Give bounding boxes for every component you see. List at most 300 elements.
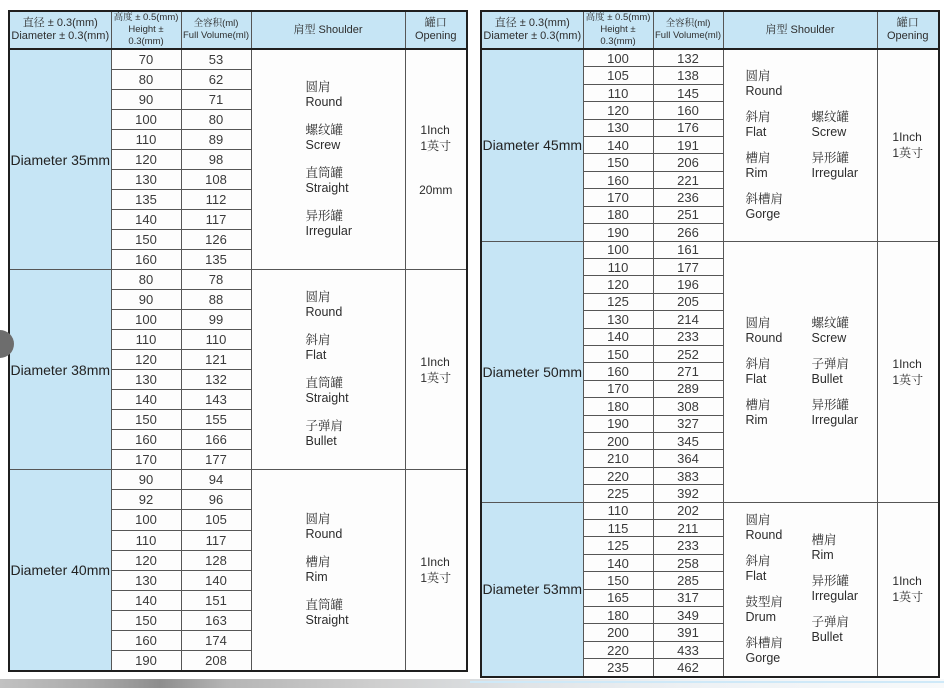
shoulder-type [746, 398, 771, 428]
shoulder-type [746, 151, 771, 181]
height-value: 140 [111, 390, 181, 410]
table-body-right [481, 49, 939, 677]
height-value: 140 [111, 210, 181, 230]
height-value: 120 [111, 550, 181, 570]
volume-value: 271 [653, 363, 723, 380]
shoulder-column [306, 290, 349, 449]
volume-value: 163 [181, 610, 251, 630]
height-value: 130 [111, 570, 181, 590]
height-value: 110 [583, 258, 653, 275]
height-value: 225 [583, 485, 653, 502]
height-value: 210 [583, 450, 653, 467]
height-value: 105 [583, 67, 653, 84]
col-header-shoulder [251, 11, 405, 49]
shoulder-type [812, 574, 859, 604]
volume-value: 177 [653, 258, 723, 275]
opening-line: 1英寸 [420, 571, 452, 586]
shoulder-type-zh: 子弹肩 [811, 356, 850, 371]
volume-value: 166 [181, 430, 251, 450]
opening-cell [405, 270, 467, 470]
height-value: 170 [583, 380, 653, 397]
volume-header-zh: 全容积(ml) [665, 18, 711, 29]
height-value: 180 [583, 607, 653, 624]
shoulder-type-zh: 直筒罐 [305, 376, 344, 391]
col-header-diameter [481, 11, 583, 49]
height-value: 100 [583, 241, 653, 258]
spec-table-left [8, 10, 466, 672]
opening-line: 20mm [419, 182, 453, 197]
shoulder-column [812, 533, 878, 645]
shoulder-list [724, 50, 877, 241]
shoulder-type [812, 316, 850, 346]
volume-value: 99 [181, 310, 251, 330]
opening-cell [877, 49, 939, 241]
shoulder-type [306, 166, 349, 196]
opening-value [892, 356, 923, 388]
shoulder-type-en: Rim [811, 548, 834, 563]
table-row [481, 49, 939, 67]
shoulder-type-zh: 异形罐 [305, 209, 344, 224]
shoulder-type [746, 316, 783, 346]
shoulder-type-zh: 子弹肩 [305, 419, 344, 434]
height-value: 120 [111, 350, 181, 370]
volume-value: 433 [653, 641, 723, 658]
volume-value: 155 [181, 410, 251, 430]
shoulder-type [746, 69, 783, 99]
shoulder-type-en: Round [305, 305, 343, 320]
volume-value: 211 [653, 520, 723, 537]
volume-value: 392 [653, 485, 723, 502]
shoulder-type [306, 80, 343, 110]
height-value: 150 [583, 345, 653, 362]
col-header-opening [405, 11, 467, 49]
height-value: 140 [583, 328, 653, 345]
shoulder-column [746, 69, 812, 222]
opening-list [406, 50, 467, 269]
col-header-height [583, 11, 653, 49]
opening-value [420, 122, 451, 154]
diameter-header-en: Diameter ± 0.3(mm) [483, 30, 582, 42]
height-value: 190 [111, 650, 181, 671]
opening-list [878, 242, 939, 502]
table-row [481, 241, 939, 258]
shoulder-type [812, 110, 850, 140]
volume-value: 117 [181, 210, 251, 230]
volume-value: 112 [181, 190, 251, 210]
volume-value: 143 [181, 390, 251, 410]
height-value: 100 [111, 110, 181, 130]
volume-value: 161 [653, 241, 723, 258]
shoulder-type-en: Flat [745, 124, 767, 139]
opening-cell [405, 49, 467, 270]
opening-line: 1Inch [892, 130, 922, 145]
volume-value: 251 [653, 206, 723, 223]
diameter-label: Diameter 53mm [481, 502, 583, 677]
volume-value: 151 [181, 590, 251, 610]
shoulder-type-zh: 圆肩 [305, 80, 331, 95]
volume-value: 128 [181, 550, 251, 570]
shoulder-type [306, 419, 344, 449]
height-value: 220 [583, 467, 653, 484]
shoulder-type-en: Rim [745, 412, 768, 427]
volume-value: 236 [653, 189, 723, 206]
diameter-label: Diameter 35mm [9, 49, 111, 270]
shoulder-type-en: Bullet [811, 630, 843, 645]
shoulder-type-zh: 斜肩 [745, 553, 771, 568]
shoulder-type-en: Bullet [811, 371, 843, 386]
shoulder-type-zh: 螺纹罐 [811, 315, 850, 330]
volume-value: 391 [653, 624, 723, 641]
table-row [9, 470, 467, 490]
shoulder-type-en: Gorge [745, 206, 781, 221]
shoulder-cell [251, 470, 405, 671]
height-value: 92 [111, 490, 181, 510]
col-header-shoulder [723, 11, 877, 49]
shoulder-type-en: Irregular [811, 165, 859, 180]
shoulder-type-zh: 圆肩 [745, 68, 771, 83]
opening-header-zh: 罐口 [896, 17, 919, 29]
opening-cell [877, 502, 939, 677]
height-value: 160 [111, 630, 181, 650]
volume-value: 317 [653, 589, 723, 606]
col-header-diameter [9, 11, 111, 49]
height-value: 150 [111, 230, 181, 250]
height-value: 160 [583, 363, 653, 380]
opening-line: 1英寸 [892, 146, 924, 161]
shoulder-type [746, 554, 771, 584]
opening-cell [405, 470, 467, 671]
volume-value: 383 [653, 467, 723, 484]
height-value: 125 [583, 293, 653, 310]
height-value: 170 [111, 450, 181, 470]
volume-value: 145 [653, 84, 723, 101]
shoulder-type-en: Screw [811, 124, 847, 139]
height-value: 110 [583, 502, 653, 519]
shoulder-cell [723, 502, 877, 677]
volume-value: 345 [653, 432, 723, 449]
shoulder-type-en: Round [745, 527, 783, 542]
table-body-left [9, 49, 467, 671]
shoulder-type-en: Bullet [305, 434, 337, 449]
shoulder-cell [251, 49, 405, 270]
height-value: 160 [583, 171, 653, 188]
volume-value: 96 [181, 490, 251, 510]
shoulder-type [812, 533, 837, 563]
shoulder-column [306, 512, 349, 628]
height-value: 90 [111, 90, 181, 110]
volume-value: 327 [653, 415, 723, 432]
opening-header-en: Opening [414, 30, 457, 42]
height-value: 170 [583, 189, 653, 206]
shoulder-list [252, 270, 405, 469]
table-row [481, 502, 939, 519]
volume-value: 138 [653, 67, 723, 84]
shoulder-type-en: Round [305, 527, 343, 542]
shoulder-type-zh: 圆肩 [745, 512, 771, 527]
height-value: 160 [111, 250, 181, 270]
height-value: 135 [111, 190, 181, 210]
volume-value: 132 [653, 49, 723, 67]
opening-list [878, 503, 939, 676]
header-row [481, 11, 939, 49]
shoulder-type-zh: 异形罐 [811, 150, 850, 165]
height-value: 120 [583, 276, 653, 293]
opening-list [406, 470, 467, 670]
shoulder-type-zh: 斜槽肩 [745, 635, 784, 650]
height-value: 100 [111, 310, 181, 330]
height-value: 130 [583, 311, 653, 328]
shoulder-type [746, 192, 784, 222]
shoulder-type-en: Straight [305, 181, 349, 196]
shoulder-type-en: Round [745, 330, 783, 345]
volume-value: 71 [181, 90, 251, 110]
volume-header-en: Full Volume(ml) [183, 30, 249, 41]
volume-value: 110 [181, 330, 251, 350]
shoulder-type-zh: 鼓型肩 [745, 594, 784, 609]
volume-value: 191 [653, 137, 723, 154]
shoulder-type-zh: 子弹肩 [811, 615, 850, 630]
diameter-label: Diameter 45mm [481, 49, 583, 241]
height-value: 140 [111, 590, 181, 610]
volume-value: 462 [653, 659, 723, 677]
shoulder-header: 肩型 Shoulder [765, 23, 835, 36]
volume-value: 94 [181, 470, 251, 490]
shoulder-type-en: Round [305, 95, 343, 110]
col-header-volume [181, 11, 251, 49]
shoulder-type-en: Irregular [305, 224, 353, 239]
height-value: 150 [111, 410, 181, 430]
height-value: 200 [583, 432, 653, 449]
shoulder-type-zh: 槽肩 [745, 397, 771, 412]
height-header-en: Height ± 0.3(mm) [600, 24, 636, 47]
opening-line: 1Inch [420, 354, 450, 369]
shoulder-type-en: Straight [305, 613, 349, 628]
shoulder-type-en: Straight [305, 391, 349, 406]
shoulder-type [306, 123, 344, 153]
shoulder-type-en: Flat [305, 348, 327, 363]
height-value: 140 [583, 554, 653, 571]
height-header-zh: 高度 ± 0.5(mm) [113, 12, 179, 23]
volume-value: 176 [653, 119, 723, 136]
shoulder-type [306, 290, 343, 320]
diameter-label: Diameter 50mm [481, 241, 583, 502]
volume-value: 121 [181, 350, 251, 370]
height-value: 110 [583, 84, 653, 101]
shoulder-type-zh: 斜肩 [745, 109, 771, 124]
height-value: 80 [111, 270, 181, 290]
height-value: 120 [583, 102, 653, 119]
height-header-zh: 高度 ± 0.5(mm) [585, 12, 651, 23]
height-value: 235 [583, 659, 653, 677]
shoulder-type [306, 555, 331, 585]
volume-value: 177 [181, 450, 251, 470]
height-value: 90 [111, 290, 181, 310]
volume-value: 349 [653, 607, 723, 624]
shoulder-type [812, 357, 850, 387]
volume-value: 205 [653, 293, 723, 310]
opening-value [419, 182, 452, 198]
shoulder-type [306, 598, 349, 628]
height-value: 150 [583, 572, 653, 589]
shoulder-column [746, 316, 812, 428]
opening-line: 1Inch [420, 122, 450, 137]
shoulder-header: 肩型 Shoulder [293, 23, 363, 36]
col-header-opening [877, 11, 939, 49]
opening-line: 1英寸 [892, 372, 924, 387]
height-header-en: Height ± 0.3(mm) [128, 24, 164, 47]
volume-value: 105 [181, 510, 251, 530]
shoulder-type-zh: 异形罐 [811, 397, 850, 412]
height-value: 140 [583, 137, 653, 154]
height-value: 190 [583, 415, 653, 432]
shoulder-type [746, 110, 771, 140]
height-value: 165 [583, 589, 653, 606]
table-row [9, 270, 467, 290]
volume-value: 289 [653, 380, 723, 397]
volume-value: 98 [181, 150, 251, 170]
height-value: 70 [111, 49, 181, 70]
volume-value: 132 [181, 370, 251, 390]
volume-value: 202 [653, 502, 723, 519]
opening-value [420, 354, 451, 386]
height-value: 160 [111, 430, 181, 450]
volume-value: 252 [653, 345, 723, 362]
volume-value: 364 [653, 450, 723, 467]
volume-value: 160 [653, 102, 723, 119]
volume-value: 206 [653, 154, 723, 171]
shoulder-type [306, 333, 331, 363]
height-value: 200 [583, 624, 653, 641]
shoulder-type-zh: 槽肩 [305, 555, 331, 570]
shoulder-cell [251, 270, 405, 470]
height-value: 100 [111, 510, 181, 530]
shoulder-list [724, 242, 877, 502]
shoulder-type [812, 151, 859, 181]
shoulder-list [252, 470, 405, 670]
diameter-header-zh: 直径 ± 0.3(mm) [494, 17, 570, 29]
volume-value: 80 [181, 110, 251, 130]
shoulder-type-en: Irregular [811, 589, 859, 604]
height-value: 110 [111, 130, 181, 150]
volume-value: 62 [181, 70, 251, 90]
col-header-volume [653, 11, 723, 49]
volume-value: 88 [181, 290, 251, 310]
shoulder-type [746, 636, 784, 666]
shoulder-list [724, 503, 877, 676]
shoulder-type-zh: 斜肩 [745, 356, 771, 371]
height-value: 110 [111, 530, 181, 550]
height-value: 150 [111, 610, 181, 630]
volume-value: 214 [653, 311, 723, 328]
opening-value [420, 554, 451, 586]
volume-value: 174 [181, 630, 251, 650]
header-row [9, 11, 467, 49]
shoulder-type-zh: 直筒罐 [305, 598, 344, 613]
shoulder-type [746, 513, 783, 543]
volume-value: 108 [181, 170, 251, 190]
table-header [481, 11, 939, 49]
height-value: 80 [111, 70, 181, 90]
volume-value: 140 [181, 570, 251, 590]
shoulder-type-en: Rim [745, 165, 768, 180]
height-value: 190 [583, 224, 653, 241]
shoulder-cell [723, 241, 877, 502]
table-row [9, 49, 467, 70]
shoulder-type-zh: 圆肩 [745, 315, 771, 330]
opening-cell [877, 241, 939, 502]
volume-value: 308 [653, 398, 723, 415]
height-value: 90 [111, 470, 181, 490]
shoulder-type-en: Irregular [811, 412, 859, 427]
shoulder-column [812, 316, 878, 428]
shoulder-type-en: Flat [745, 568, 767, 583]
volume-value: 53 [181, 49, 251, 70]
shoulder-column [746, 513, 812, 666]
shoulder-type-zh: 螺纹罐 [811, 109, 850, 124]
volume-value: 258 [653, 554, 723, 571]
height-value: 220 [583, 641, 653, 658]
height-value: 125 [583, 537, 653, 554]
opening-line: 1英寸 [892, 590, 924, 605]
shoulder-type [812, 615, 850, 645]
volume-value: 89 [181, 130, 251, 150]
shoulder-type-zh: 圆肩 [305, 290, 331, 305]
shoulder-column [306, 80, 353, 239]
height-value: 150 [583, 154, 653, 171]
height-value: 100 [583, 49, 653, 67]
shoulder-type-zh: 斜槽肩 [745, 191, 784, 206]
opening-line: 1英寸 [420, 138, 452, 153]
volume-value: 196 [653, 276, 723, 293]
volume-value: 233 [653, 537, 723, 554]
shoulder-type-en: Flat [745, 371, 767, 386]
height-value: 180 [583, 206, 653, 223]
shoulder-type-zh: 槽肩 [811, 533, 837, 548]
volume-value: 266 [653, 224, 723, 241]
diameter-header-en: Diameter ± 0.3(mm) [11, 30, 110, 42]
spec-table-45-53 [480, 10, 940, 678]
shoulder-type-zh: 圆肩 [305, 512, 331, 527]
diameter-header-zh: 直径 ± 0.3(mm) [22, 17, 98, 29]
table-header [9, 11, 467, 49]
shoulder-type [812, 398, 859, 428]
opening-line: 1英寸 [420, 370, 452, 385]
volume-value: 126 [181, 230, 251, 250]
volume-value: 78 [181, 270, 251, 290]
shoulder-type-en: Gorge [745, 650, 781, 665]
opening-value [892, 129, 923, 161]
volume-value: 135 [181, 250, 251, 270]
shoulder-type [306, 512, 343, 542]
opening-value [892, 573, 923, 605]
volume-header-zh: 全容积(ml) [193, 18, 239, 29]
height-value: 130 [111, 370, 181, 390]
shoulder-list [252, 50, 405, 269]
spec-table-35-40 [8, 10, 468, 672]
col-header-height [111, 11, 181, 49]
volume-value: 117 [181, 530, 251, 550]
shoulder-cell [723, 49, 877, 241]
shoulder-type [746, 595, 784, 625]
shoulder-type-zh: 直筒罐 [305, 166, 344, 181]
spec-table-right [480, 10, 938, 678]
shoulder-type [306, 376, 349, 406]
diameter-label: Diameter 40mm [9, 470, 111, 671]
opening-line: 1Inch [892, 356, 922, 371]
volume-value: 285 [653, 572, 723, 589]
shoulder-type-zh: 斜肩 [305, 333, 331, 348]
shoulder-column [812, 110, 878, 181]
